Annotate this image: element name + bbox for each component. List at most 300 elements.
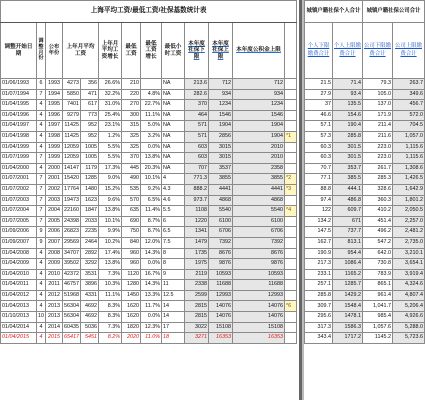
cell-hf-upper: 5540 <box>233 206 285 217</box>
cell-company-lower: 783.9 <box>363 269 393 280</box>
cell-year: 1999 <box>46 142 63 153</box>
cell-personal-lower: 285.8 <box>305 290 333 301</box>
cell-min-wage: 1820 <box>122 322 141 333</box>
table-row <box>305 174 425 185</box>
cell-company-lower: 261.7 <box>363 163 393 174</box>
cell-date: 01/04/1995 <box>1 100 37 111</box>
cell-ss-lower: 603 <box>185 153 209 164</box>
cell-note <box>285 227 297 238</box>
cell-min-growth: 22.7% <box>141 100 162 111</box>
table-row <box>305 153 425 164</box>
cell-month: 4 <box>37 100 46 111</box>
cell-month: 4 <box>37 259 46 270</box>
cell-company-lower: 985.4 <box>363 312 393 323</box>
cell-date: 01/04/1996 <box>1 110 37 121</box>
cell-year: 2013 <box>46 301 63 312</box>
cell-personal-lower: 46.6 <box>305 110 333 121</box>
cell-personal-lower: 88.8 <box>305 184 333 195</box>
cell-min-wage: 490 <box>122 174 141 185</box>
cell-note: *3 <box>285 184 297 195</box>
cell-avg-wage-monthly: 773 <box>81 110 99 121</box>
cell-date: 01/04/1998 <box>1 131 37 142</box>
cell-min-growth: 20.3% <box>141 163 162 174</box>
cell-avg-growth: 10.1% <box>99 216 122 227</box>
cell-ss-upper: 7392 <box>209 237 233 248</box>
cell-note <box>285 312 297 323</box>
cell-avg-wage-monthly: 4331 <box>81 290 99 301</box>
cell-avg-wage-monthly: 5451 <box>81 333 99 344</box>
cell-avg-wage-monthly: 1480 <box>81 184 99 195</box>
cell-note: *1 <box>285 131 297 142</box>
cell-min-hourly: 7.5 <box>162 237 185 248</box>
table-row <box>305 89 425 100</box>
cell-avg-wage-monthly: 3531 <box>81 269 99 280</box>
cell-avg-growth: 32.2% <box>99 89 122 100</box>
cell-ss-upper: 10593 <box>209 269 233 280</box>
cell-personal-upper: 385.5 <box>333 174 363 185</box>
table-row <box>305 131 425 142</box>
cell-ss-upper: 712 <box>209 79 233 90</box>
cell-min-growth: 8.7% <box>141 216 162 227</box>
cell-avg-wage: 34707 <box>63 248 81 259</box>
cell-avg-wage: 26823 <box>63 227 81 238</box>
cell-ss-lower: 3022 <box>185 322 209 333</box>
cell-min-hourly: 8 <box>162 248 185 259</box>
cell-personal-upper: 1086.4 <box>333 259 363 270</box>
cell-min-hourly: 12.5 <box>162 290 185 301</box>
cell-hf-upper: 7392 <box>233 237 285 248</box>
cell-hf-upper: 4441 <box>233 184 285 195</box>
right-title-company: 城镇户籍社保公司合计 <box>363 1 425 23</box>
cell-avg-wage-monthly: 3292 <box>81 259 99 270</box>
cell-min-hourly: NA <box>162 163 185 174</box>
cell-avg-growth: 7.3% <box>99 269 122 280</box>
table-row <box>305 121 425 132</box>
cell-hf-upper: 2358 <box>233 163 285 174</box>
cell-avg-wage: 11425 <box>63 121 81 132</box>
cell-ss-upper: 1234 <box>209 100 233 111</box>
cell-personal-upper: 71.4 <box>333 79 363 90</box>
cell-min-hourly: 6 <box>162 216 185 227</box>
cell-ss-upper: 14076 <box>209 312 233 323</box>
cell-company-upper: 2,735.0 <box>393 237 425 248</box>
cell-personal-lower: 134.2 <box>305 216 333 227</box>
cell-ss-upper: 3855 <box>209 174 233 185</box>
cell-personal-lower: 233.1 <box>305 269 333 280</box>
cell-company-upper: 2,481.2 <box>393 227 425 238</box>
cell-avg-wage-monthly: 1005 <box>81 142 99 153</box>
cell-ss-lower: 973.7 <box>185 195 209 206</box>
cell-personal-upper: 301.5 <box>333 142 363 153</box>
cell-avg-wage-monthly: 1005 <box>81 153 99 164</box>
header-note <box>285 23 297 79</box>
right-title-personal: 城镇户籍社保个人合计 <box>305 1 363 23</box>
cell-date: 01/07/2005 <box>1 216 37 227</box>
cell-company-lower: 1,041.7 <box>363 301 393 312</box>
cell-avg-wage-monthly: 4692 <box>81 301 99 312</box>
cell-company-upper: 456.7 <box>393 100 425 111</box>
cell-avg-wage: 24398 <box>63 216 81 227</box>
cell-avg-wage: 15420 <box>63 174 81 185</box>
cell-ss-lower: 2815 <box>185 301 209 312</box>
cell-date: 01/07/2004 <box>1 206 37 217</box>
cell-personal-upper: 1429.2 <box>333 290 363 301</box>
cell-ss-upper: 3015 <box>209 142 233 153</box>
cell-hf-upper: 934 <box>233 89 285 100</box>
cell-min-wage: 270 <box>122 100 141 111</box>
cell-personal-upper: 1548.4 <box>333 301 363 312</box>
table-row <box>305 100 425 111</box>
cell-hf-upper: 712 <box>233 79 285 90</box>
cell-personal-upper: 737.7 <box>333 227 363 238</box>
table-row <box>1 333 297 344</box>
table-row <box>305 163 425 174</box>
cell-month: 4 <box>37 290 46 301</box>
table-row <box>305 142 425 153</box>
cell-min-wage: 445 <box>122 163 141 174</box>
cell-company-upper: 572.0 <box>393 110 425 121</box>
cell-date: 01/04/2009 <box>1 259 37 270</box>
cell-avg-growth: 9.6% <box>99 195 122 206</box>
cell-min-growth: 10.1% <box>141 174 162 185</box>
cell-avg-growth: 26.6% <box>99 79 122 90</box>
cell-month: 7 <box>37 174 46 185</box>
cell-avg-growth: 13.8% <box>99 206 122 217</box>
cell-min-hourly: 18 <box>162 333 185 344</box>
cell-ss-upper: 8676 <box>209 248 233 259</box>
cell-note: *6 <box>285 301 297 312</box>
table-row <box>1 79 297 90</box>
header-avg-wage-growth: 上年月平均工资增长 <box>99 23 122 79</box>
cell-note <box>285 216 297 227</box>
table-row <box>1 227 297 238</box>
cell-ss-lower: 464 <box>185 110 209 121</box>
table-row <box>1 153 297 164</box>
cell-hf-upper: 14076 <box>233 301 285 312</box>
cell-company-upper: 3,919.4 <box>393 269 425 280</box>
cell-avg-wage: 14147 <box>63 163 81 174</box>
table-row <box>305 269 425 280</box>
cell-personal-upper: 285.8 <box>333 131 363 142</box>
cell-company-upper: 4,807.4 <box>393 290 425 301</box>
cell-avg-wage: 9279 <box>63 110 81 121</box>
cell-company-lower: 1145.2 <box>363 333 393 344</box>
cell-ss-lower: 213.6 <box>185 79 209 90</box>
cell-date: 01/10/2013 <box>1 312 37 323</box>
cell-ss-lower: 2338 <box>185 280 209 291</box>
cell-year: 1998 <box>46 131 63 142</box>
cell-avg-wage-monthly: 1623 <box>81 195 99 206</box>
cell-min-hourly: 8 <box>162 259 185 270</box>
cell-hf-upper: 15108 <box>233 322 285 333</box>
cell-personal-lower: 77.1 <box>305 174 333 185</box>
table-row <box>305 206 425 217</box>
cell-hf-upper: 14076 <box>233 312 285 323</box>
cell-ss-upper: 16353 <box>209 333 233 344</box>
cell-min-growth: 13.8% <box>141 153 162 164</box>
table-row <box>1 163 297 174</box>
cell-avg-growth: 31.0% <box>99 100 122 111</box>
cell-month: 9 <box>37 237 46 248</box>
cell-avg-wage: 7401 <box>63 100 81 111</box>
cell-date: 01/06/1993 <box>1 79 37 90</box>
cell-month: 7 <box>37 89 46 100</box>
cell-personal-upper: 444.1 <box>333 184 363 195</box>
cell-note <box>285 322 297 333</box>
cell-company-upper: 1,057.0 <box>393 131 425 142</box>
cell-company-lower: 223.0 <box>363 142 393 153</box>
cell-avg-growth: 10.2% <box>99 237 122 248</box>
cell-avg-growth: 17.3% <box>99 163 122 174</box>
cell-company-upper: 5,288.0 <box>393 322 425 333</box>
cell-min-wage: 325 <box>122 142 141 153</box>
cell-ss-lower: 888.2 <box>185 184 209 195</box>
cell-ss-lower: 1975 <box>185 259 209 270</box>
cell-min-growth: 12.3% <box>141 322 162 333</box>
cell-personal-upper: 671 <box>333 216 363 227</box>
cell-avg-wage: 12059 <box>63 142 81 153</box>
cell-personal-lower: 27.9 <box>305 89 333 100</box>
cell-year: 2014 <box>46 322 63 333</box>
cell-personal-upper: 486.8 <box>333 195 363 206</box>
cell-company-lower: 730.8 <box>363 259 393 270</box>
cell-ss-lower: 571 <box>185 121 209 132</box>
cell-personal-lower: 162.7 <box>305 237 333 248</box>
cell-ss-lower: 1341 <box>185 227 209 238</box>
table-row <box>1 269 297 280</box>
cell-min-wage: 1120 <box>122 269 141 280</box>
cell-avg-growth: 5.5% <box>99 142 122 153</box>
cell-personal-lower: 343.4 <box>305 333 333 344</box>
cell-hf-upper: 2010 <box>233 153 285 164</box>
header-personal-lower: 个人下限缴费合计 <box>305 23 333 79</box>
cell-min-wage: 1620 <box>122 312 141 323</box>
header-ss-lower: 本年度社保下限 <box>185 23 209 79</box>
cell-note <box>285 142 297 153</box>
cell-ss-lower: 571 <box>185 131 209 142</box>
table-row <box>1 174 297 185</box>
cell-note <box>285 79 297 90</box>
cell-note: *2 <box>285 174 297 185</box>
cell-date: 01/04/2010 <box>1 269 37 280</box>
cell-avg-wage-monthly: 1179 <box>81 163 99 174</box>
cell-min-hourly: NA <box>162 153 185 164</box>
cell-min-growth: 9.2% <box>141 184 162 195</box>
header-company-upper: 公司上限缴费合计 <box>393 23 425 79</box>
cell-company-upper: 2,257.0 <box>393 216 425 227</box>
cell-min-growth: 0.0% <box>141 259 162 270</box>
cell-month: 7 <box>37 184 46 195</box>
cell-avg-growth: 11.1% <box>99 290 122 301</box>
cell-company-upper: 5,723.6 <box>393 333 425 344</box>
header-date: 调整开始日期 <box>1 23 37 79</box>
cell-date: 01/04/2008 <box>1 248 37 259</box>
cell-year: 2009 <box>46 259 63 270</box>
table-row <box>1 100 297 111</box>
cell-personal-lower: 309.7 <box>305 301 333 312</box>
cell-min-wage: 315 <box>122 121 141 132</box>
cell-company-lower: 642.0 <box>363 248 393 259</box>
cell-ss-upper: 6706 <box>209 227 233 238</box>
cell-date: 01/09/2007 <box>1 237 37 248</box>
cell-hf-upper: 11688 <box>233 280 285 291</box>
cell-avg-wage: 29569 <box>63 237 81 248</box>
cell-year: 2015 <box>46 333 63 344</box>
cell-ss-lower: 370 <box>185 100 209 111</box>
cell-personal-upper: 1165.2 <box>333 269 363 280</box>
cell-avg-wage: 17764 <box>63 184 81 195</box>
cell-hf-upper: 6100 <box>233 216 285 227</box>
cell-date: 01/07/2002 <box>1 184 37 195</box>
cell-min-growth: 16.7% <box>141 269 162 280</box>
cell-ss-lower: 282.6 <box>185 89 209 100</box>
cell-min-growth: 12.0% <box>141 237 162 248</box>
cell-company-lower: 79.3 <box>363 79 393 90</box>
table-row <box>1 280 297 291</box>
cell-personal-lower: 317.3 <box>305 322 333 333</box>
cell-avg-wage: 19473 <box>63 195 81 206</box>
cell-year: 2004 <box>46 206 63 217</box>
cell-month: 4 <box>37 248 46 259</box>
cell-personal-lower: 70.7 <box>305 163 333 174</box>
cell-min-growth: 13.3% <box>141 290 162 301</box>
cell-avg-wage: 39502 <box>63 259 81 270</box>
cell-min-hourly: 4.3 <box>162 184 185 195</box>
cell-company-lower: 137.0 <box>363 100 393 111</box>
table-title: 上海平均工资/最低工资/社保基数统计表 <box>1 1 297 23</box>
table-row <box>305 322 425 333</box>
cell-personal-lower: 60.3 <box>305 153 333 164</box>
cell-note <box>285 163 297 174</box>
cell-year: 2005 <box>46 216 63 227</box>
table-row <box>1 89 297 100</box>
cell-month: 4 <box>37 110 46 121</box>
cell-personal-upper: 93.4 <box>333 89 363 100</box>
cell-personal-lower: 122 <box>305 206 333 217</box>
cell-ss-lower: 603 <box>185 142 209 153</box>
cell-company-lower: 171.9 <box>363 110 393 121</box>
table-row <box>305 195 425 206</box>
table-row <box>305 110 425 121</box>
table-row <box>305 184 425 195</box>
cell-personal-upper: 301.5 <box>333 153 363 164</box>
cell-min-growth: 0.0% <box>141 142 162 153</box>
cell-min-hourly: 4.6 <box>162 195 185 206</box>
cell-company-upper: 1,115.6 <box>393 153 425 164</box>
cell-min-hourly: 11 <box>162 280 185 291</box>
cell-hf-upper: 12993 <box>233 290 285 301</box>
cell-personal-upper: 154.6 <box>333 110 363 121</box>
cell-avg-wage-monthly: 2892 <box>81 248 99 259</box>
cell-min-wage: 535 <box>122 184 141 195</box>
cell-avg-growth: 8.2% <box>99 333 122 344</box>
table-row <box>1 259 297 270</box>
cell-min-hourly: 17 <box>162 322 185 333</box>
cell-min-hourly: NA <box>162 121 185 132</box>
cell-year: 2008 <box>46 248 63 259</box>
table-row <box>305 333 425 344</box>
cell-hf-upper: 1546 <box>233 110 285 121</box>
cell-year: 2000 <box>46 163 63 174</box>
cell-personal-lower: 57.3 <box>305 131 333 142</box>
cell-avg-growth: 23.1% <box>99 121 122 132</box>
cell-year: 2002 <box>46 184 63 195</box>
cell-avg-wage: 56304 <box>63 312 81 323</box>
header-month: 调整月份 <box>37 23 46 79</box>
table-row <box>305 290 425 301</box>
cell-date: 01/04/2013 <box>1 301 37 312</box>
cell-hf-upper: 1904 <box>233 131 285 142</box>
cell-min-growth: 14.3% <box>141 248 162 259</box>
cell-personal-upper: 1478.1 <box>333 312 363 323</box>
cell-min-wage: 690 <box>122 216 141 227</box>
cell-min-wage: 220 <box>122 89 141 100</box>
cell-ss-upper: 2856 <box>209 131 233 142</box>
table-row <box>1 216 297 227</box>
cell-hf-upper: 9876 <box>233 259 285 270</box>
cell-min-growth <box>141 79 162 90</box>
cell-ss-lower: 771.3 <box>185 174 209 185</box>
cell-year: 1997 <box>46 121 63 132</box>
cell-min-wage: 1620 <box>122 301 141 312</box>
table-row <box>1 195 297 206</box>
cell-personal-lower: 217.3 <box>305 259 333 270</box>
cell-hf-upper: 2010 <box>233 142 285 153</box>
cell-min-hourly: 14 <box>162 301 185 312</box>
cell-hf-upper: 4868 <box>233 195 285 206</box>
cell-year: 2011 <box>46 280 63 291</box>
cell-year: 1994 <box>46 89 63 100</box>
cell-date: 01/07/2003 <box>1 195 37 206</box>
cell-date: 01/04/1997 <box>1 121 37 132</box>
cell-min-wage: 370 <box>122 153 141 164</box>
cell-avg-growth: 5.5% <box>99 153 122 164</box>
cell-avg-growth: 8.3% <box>99 312 122 323</box>
cell-ss-upper: 4868 <box>209 195 233 206</box>
header-row <box>1 23 297 79</box>
cell-min-wage: 570 <box>122 195 141 206</box>
cell-company-lower: 451.4 <box>363 216 393 227</box>
cell-note <box>285 333 297 344</box>
cell-company-lower: 865.1 <box>363 280 393 291</box>
cell-personal-upper: 190.4 <box>333 121 363 132</box>
table-row <box>305 227 425 238</box>
cell-company-lower: 328.6 <box>363 184 393 195</box>
cell-date: 01/09/2006 <box>1 227 37 238</box>
cell-avg-growth: 10.3% <box>99 280 122 291</box>
cell-ss-upper: 12993 <box>209 290 233 301</box>
cell-month: 4 <box>37 269 46 280</box>
cell-date: 01/04/2015 <box>1 333 37 344</box>
cell-avg-wage-monthly: 2033 <box>81 216 99 227</box>
cell-hf-upper: 10593 <box>233 269 285 280</box>
cell-year: 2007 <box>46 237 63 248</box>
cell-year: 1995 <box>46 100 63 111</box>
cell-ss-upper: 9876 <box>209 259 233 270</box>
header-personal-upper: 个人上限缴费合计 <box>333 23 363 79</box>
cell-ss-upper: 934 <box>209 89 233 100</box>
cell-avg-wage-monthly: 1847 <box>81 206 99 217</box>
table-row <box>305 216 425 227</box>
cell-personal-upper: 954.4 <box>333 248 363 259</box>
cell-personal-upper: 1717.2 <box>333 333 363 344</box>
cell-hf-upper: 6706 <box>233 227 285 238</box>
header-hf-upper: 本年度公积金上限 <box>233 23 285 79</box>
cell-date: 01/07/2001 <box>1 174 37 185</box>
cell-company-upper: 1,426.5 <box>393 174 425 185</box>
cell-ss-upper: 3537 <box>209 163 233 174</box>
cell-personal-upper: 1285.7 <box>333 280 363 291</box>
